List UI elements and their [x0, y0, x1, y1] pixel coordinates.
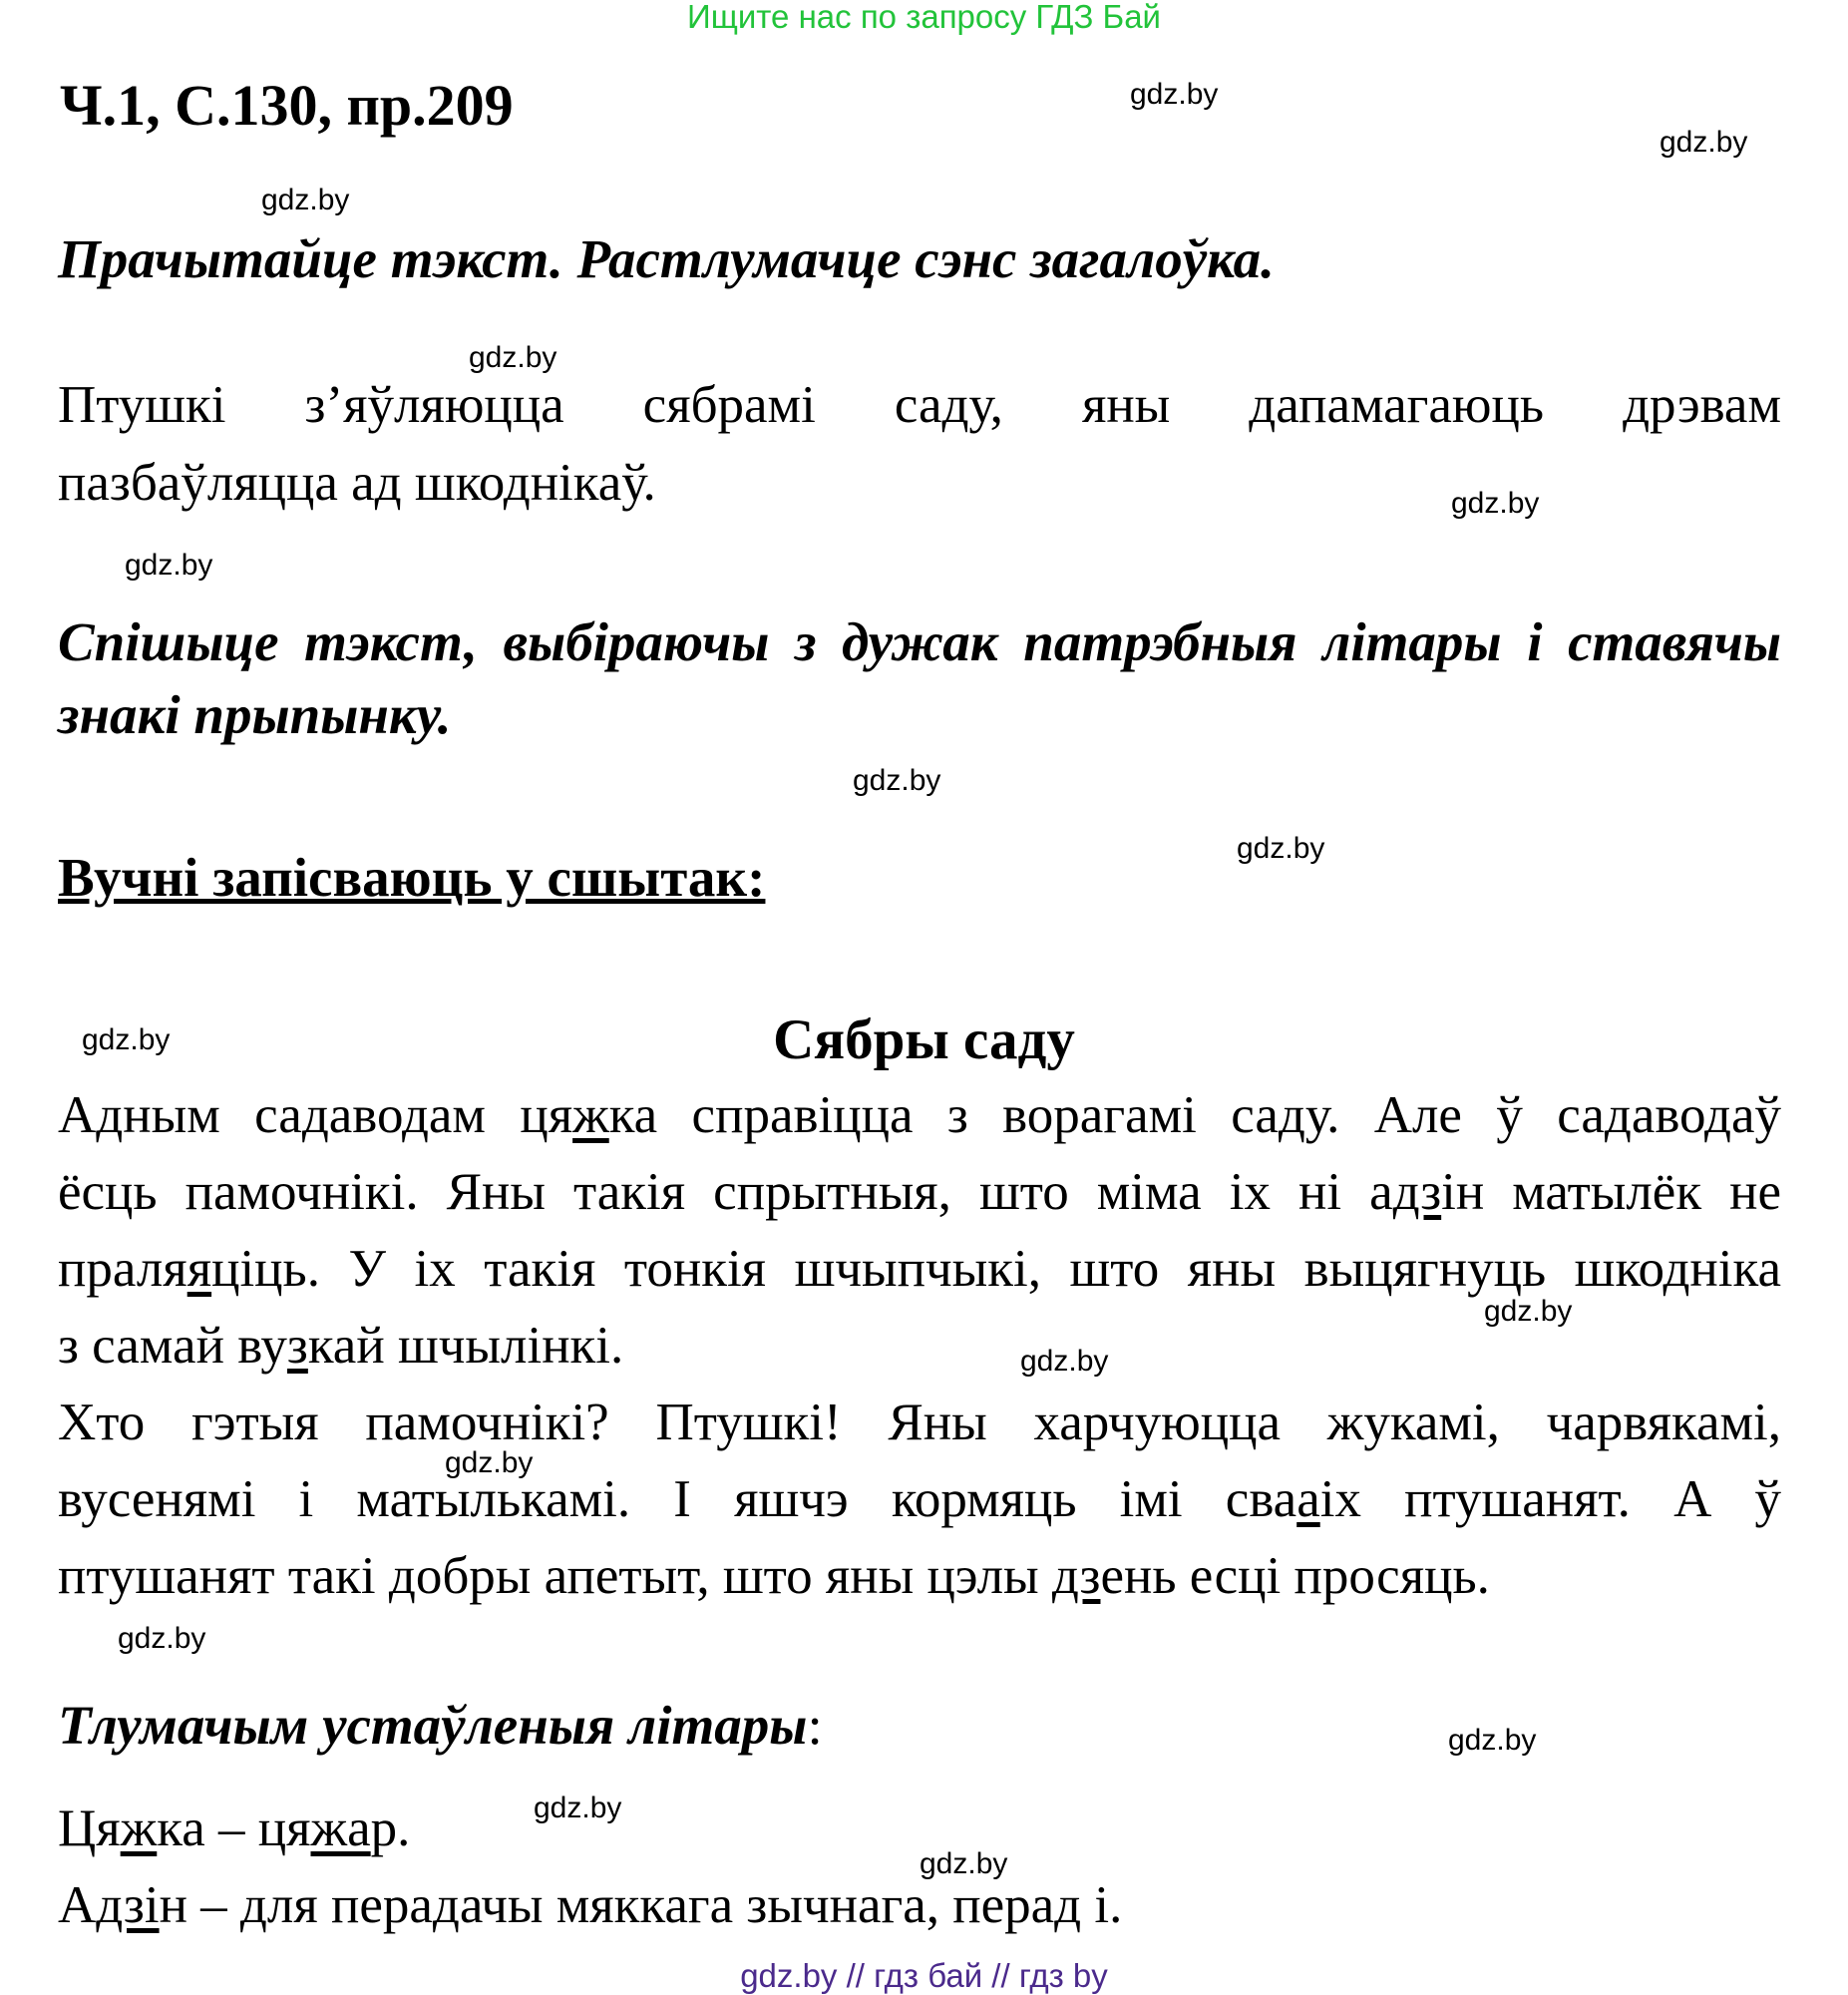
intro-line-1: Птушкі з’яўляюцца сябрамі саду, яны дапамагаюць дрэвам	[58, 376, 1781, 434]
watermark: gdz.by	[1020, 1345, 1109, 1378]
explain-line-1: Цяжка – цяжар.	[58, 1799, 411, 1857]
notebook-heading: Вучні запісваюць у сшытак:	[58, 847, 766, 908]
watermark: gdz.by	[920, 1847, 1008, 1880]
inserted-letter: з	[286, 1317, 308, 1375]
explain-heading: Тлумачым устаўленыя літары:	[58, 1695, 823, 1756]
story-title: Сябры саду	[773, 1008, 1075, 1071]
task-instruction-2-line-1: Спішыце тэкст, выбіраючы з дужак патрэбныя літары і ставячы	[58, 611, 1781, 672]
footer-watermark: gdz.by // гдз бай // гдз by	[740, 1957, 1108, 1994]
explain-line-2: Адзін – для перадачы мяккага зычнага, перад і.	[58, 1876, 1123, 1934]
task-instruction-2	[58, 610, 1781, 746]
story-p1-line-4: з самай вузкай шчылінкі.	[58, 1317, 624, 1375]
search-banner: Ищите нас по запросу ГДЗ Бай	[687, 0, 1161, 35]
watermark: gdz.by	[82, 1023, 171, 1056]
story-p2-line-2: вусенямі і матылькамі. І яшчэ кормяць імі свааіх птушанят. А ў	[58, 1470, 1781, 1528]
page-title: Ч.1, С.130, пр.209	[60, 73, 514, 138]
watermark: gdz.by	[853, 764, 941, 797]
inserted-letter: я	[186, 1240, 212, 1298]
watermark: gdz.by	[125, 549, 213, 582]
inserted-letter: ж	[572, 1086, 609, 1144]
inserted-letter: а	[1296, 1470, 1320, 1528]
watermark: gdz.by	[261, 184, 350, 216]
task-instruction-1: Прачытайце тэкст. Растлумачце сэнс загалоўка.	[58, 228, 1275, 289]
inserted-letter: дз	[1392, 1163, 1442, 1221]
watermark: gdz.by	[1660, 126, 1748, 159]
task-instruction-2-line-2: знакі прыпынку.	[58, 684, 452, 745]
story-p2-line-1: Хто гэтыя памочнікі? Птушкі! Яны харчуюцца жукамі, чарвякамі,	[58, 1394, 1781, 1451]
story-p1-line-2: ёсць памочнікі. Яны такія спрытныя, што міма іх ні адзін матылёк не	[58, 1163, 1781, 1221]
inserted-letter: дз	[1051, 1547, 1101, 1605]
story-p1-line-3: праляяціць. У іх такія тонкія шчыпчыкі, што яны выцягнуць шкодніка	[58, 1240, 1781, 1298]
watermark: gdz.by	[1237, 832, 1325, 865]
watermark: gdz.by	[1484, 1295, 1573, 1328]
story-p2-line-3: птушанят такі добры апетыт, што яны цэлы дзень есці просяць.	[58, 1547, 1490, 1605]
watermark: gdz.by	[534, 1792, 622, 1824]
intro-line-2: пазбаўляцца ад шкоднікаў.	[58, 454, 656, 512]
watermark: gdz.by	[1448, 1724, 1537, 1757]
watermark: gdz.by	[469, 341, 557, 374]
watermark: gdz.by	[1130, 78, 1219, 111]
watermark: gdz.by	[445, 1446, 534, 1479]
watermark: gdz.by	[1451, 487, 1540, 520]
story-p1-line-1: Адным садаводам цяжка справіцца з ворагамі саду. Але ў садаводаў	[58, 1086, 1782, 1144]
watermark: gdz.by	[118, 1622, 206, 1655]
